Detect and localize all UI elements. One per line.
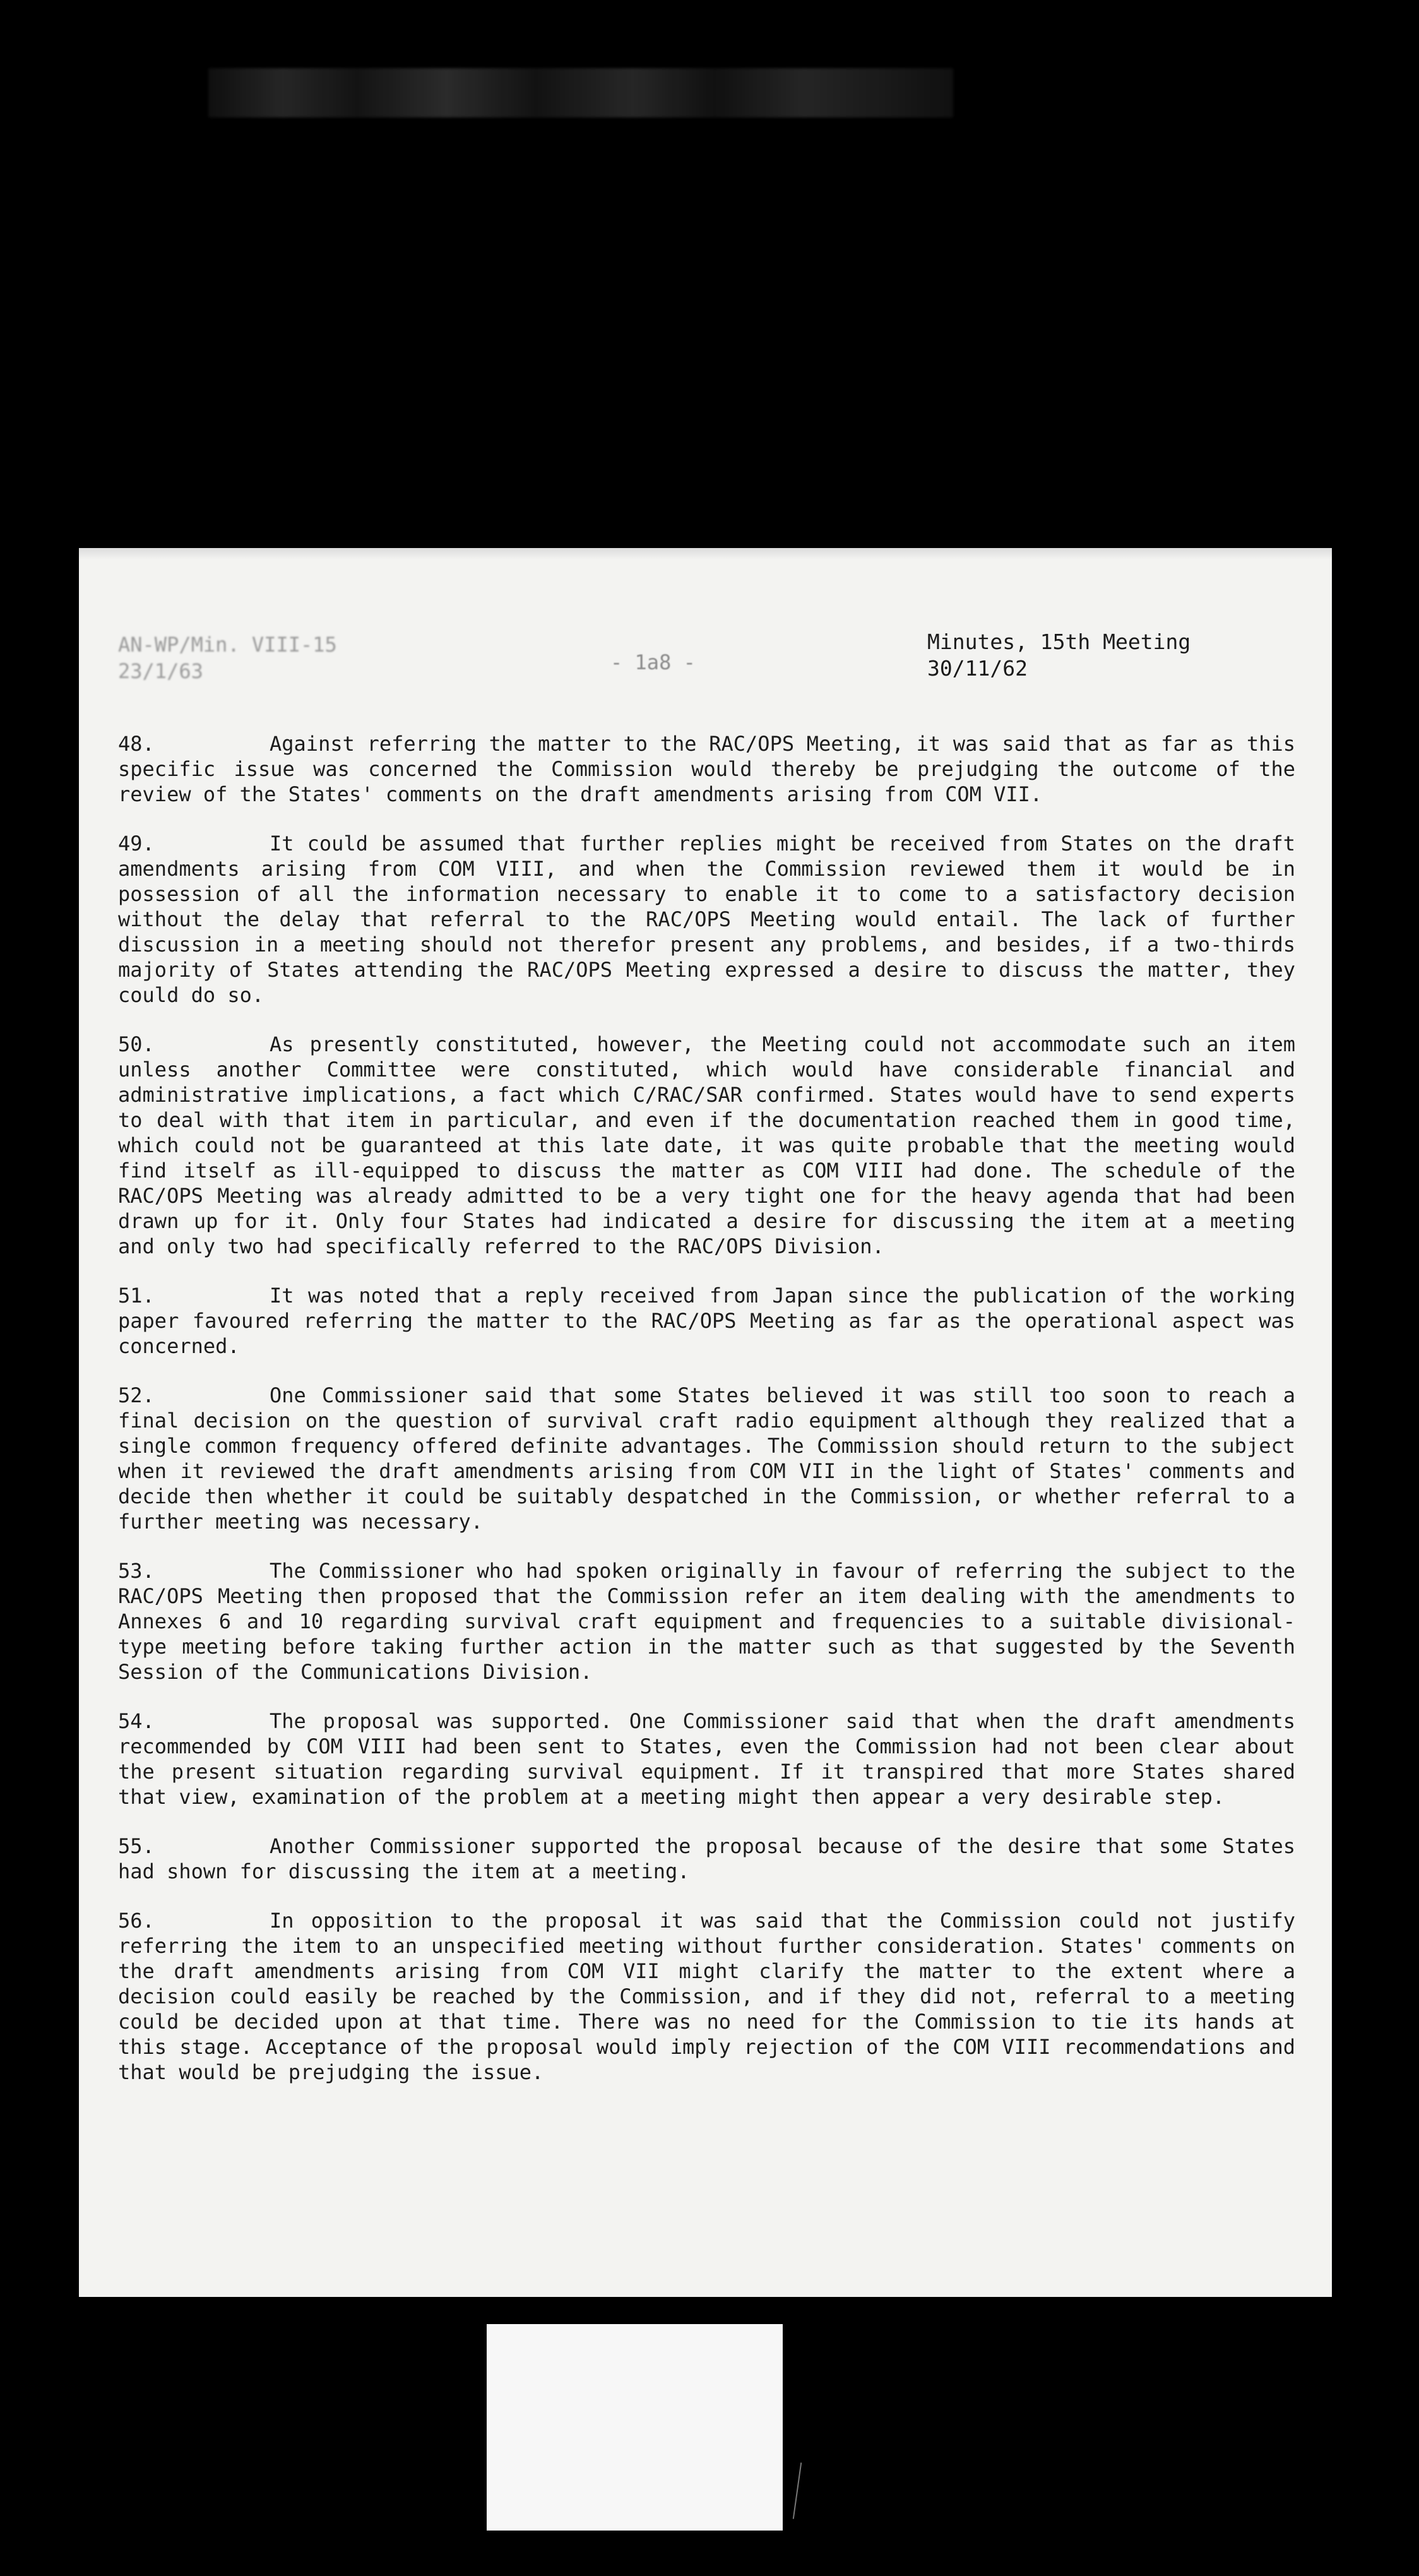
paragraph-50 [118, 1032, 1295, 1259]
page-top-edge [79, 548, 1332, 559]
paragraph-56 [118, 1908, 1295, 2085]
paragraph-text: It was noted that a reply received from Japan since the publication of the working paper favoured referring the matter to the RAC/OPS Meeting as far as the operational aspect was concerned. [118, 1284, 1295, 1358]
paragraph-number: 52. [118, 1383, 155, 1407]
document-title-block [927, 629, 1190, 682]
paragraph-number: 56. [118, 1909, 155, 1933]
paragraph-text: The proposal was supported. One Commissioner said that when the draft amendments recommended by COM VIII had been sent to States, even the Commission had not been clear about the present situation regarding survival equipment. If it transpired that more States shared that view, examination of the problem at a meeting might then appear a very desirable step. [118, 1709, 1295, 1809]
paragraph-text: In opposition to the proposal it was said that the Commission could not justify referring the item to an unspecified meeting without further consideration. States' comments on the draft amendments arising from COM VII might clarify the matter to the extent where a decision could easily be reached by the Commission, and if they did not, referral to a meeting could be decided upon at that time. There was no need for the Commission to tie its hands at this stage. Acceptance of the proposal would imply rejection of the COM VIII recommendations and that would be prejudging the issue. [118, 1909, 1295, 2084]
paragraph-number: 48. [118, 732, 155, 756]
paragraph-text: It could be assumed that further replies might be received from States on the draft amendments arising from COM VIII, and when the Commission reviewed them it would be in possession of all the information necessary to enable it to come to a satisfactory decision without the delay that referral to the RAC/OPS Meeting would entail. The lack of further discussion in a meeting should not therefor present any problems, and besides, if a two-thirds majority of States attending the RAC/OPS Meeting expressed a desire to discuss the matter, they could do so. [118, 832, 1295, 1007]
paragraph-text: One Commissioner said that some States believed it was still too soon to reach a final decision on the question of survival craft radio equipment although they realized that a single common frequency offered definite advantages. The Commission should return to the subject when it reviewed the draft amendments arising from COM VII in the light of States' comments and decide then whether it could be suitably despatched in the Commission, or whether referral to a further meeting was necessary. [118, 1383, 1295, 1534]
reference-line-2: 23/1/63 [118, 659, 203, 683]
paragraph-text: Another Commissioner supported the proposal because of the desire that some States had shown for discussing the item at a meeting. [118, 1834, 1295, 1883]
film-header-label [208, 68, 953, 117]
document-body [118, 731, 1295, 2109]
paragraph-54 [118, 1708, 1295, 1810]
document-page [79, 548, 1332, 2297]
paragraph-number: 53. [118, 1559, 155, 1583]
paragraph-number: 49. [118, 832, 155, 856]
page-number: - 1a8 - [610, 650, 696, 674]
film-scratch [793, 2462, 802, 2519]
paragraph-52 [118, 1383, 1295, 1534]
paragraph-text: Against referring the matter to the RAC/OPS Meeting, it was said that as far as this specific issue was concerned the Commission would thereby be prejudging the outcome of the review of the States' comments on the draft amendments arising from COM VII. [118, 732, 1295, 806]
paragraph-49 [118, 831, 1295, 1008]
document-reference [118, 631, 337, 684]
paragraph-number: 50. [118, 1032, 155, 1056]
film-header-strip [208, 68, 953, 117]
film-blank-frame [487, 2324, 783, 2531]
paragraph-number: 54. [118, 1709, 155, 1733]
paragraph-number: 55. [118, 1834, 155, 1858]
document-title: Minutes, 15th Meeting [927, 629, 1191, 654]
paragraph-51 [118, 1283, 1295, 1359]
paragraph-48 [118, 731, 1295, 807]
reference-line-1: AN-WP/Min. VIII-15 [118, 633, 337, 657]
document-date: 30/11/62 [927, 656, 1028, 681]
paragraph-55 [118, 1834, 1295, 1884]
paragraph-number: 51. [118, 1284, 155, 1308]
paragraph-text: As presently constituted, however, the Meeting could not accommodate such an item unless another Committee were constituted, which would have considerable financial and administrative implications, a fact which C/RAC/SAR confirmed. States would have to send experts to deal with that item in particular, and even if the documentation reached them in good time, which could not be guaranteed at this late date, it was quite probable that the meeting would find itself as ill-equipped to discuss the matter as COM VIII had done. The schedule of the RAC/OPS Meeting was already admitted to be a very tight one for the heavy agenda that had been drawn up for it. Only four States had indicated a desire for discussing the item at a meeting and only two had specifically referred to the RAC/OPS Division. [118, 1032, 1295, 1258]
paragraph-text: The Commissioner who had spoken originally in favour of referring the subject to the RAC/OPS Meeting then proposed that the Commission refer an item dealing with the amendments to Annexes 6 and 10 regarding survival craft equipment and frequencies to a suitable divisional-type meeting before taking further action in the matter such as that suggested by the Seventh Session of the Communications Division. [118, 1559, 1295, 1684]
paragraph-53 [118, 1558, 1295, 1685]
